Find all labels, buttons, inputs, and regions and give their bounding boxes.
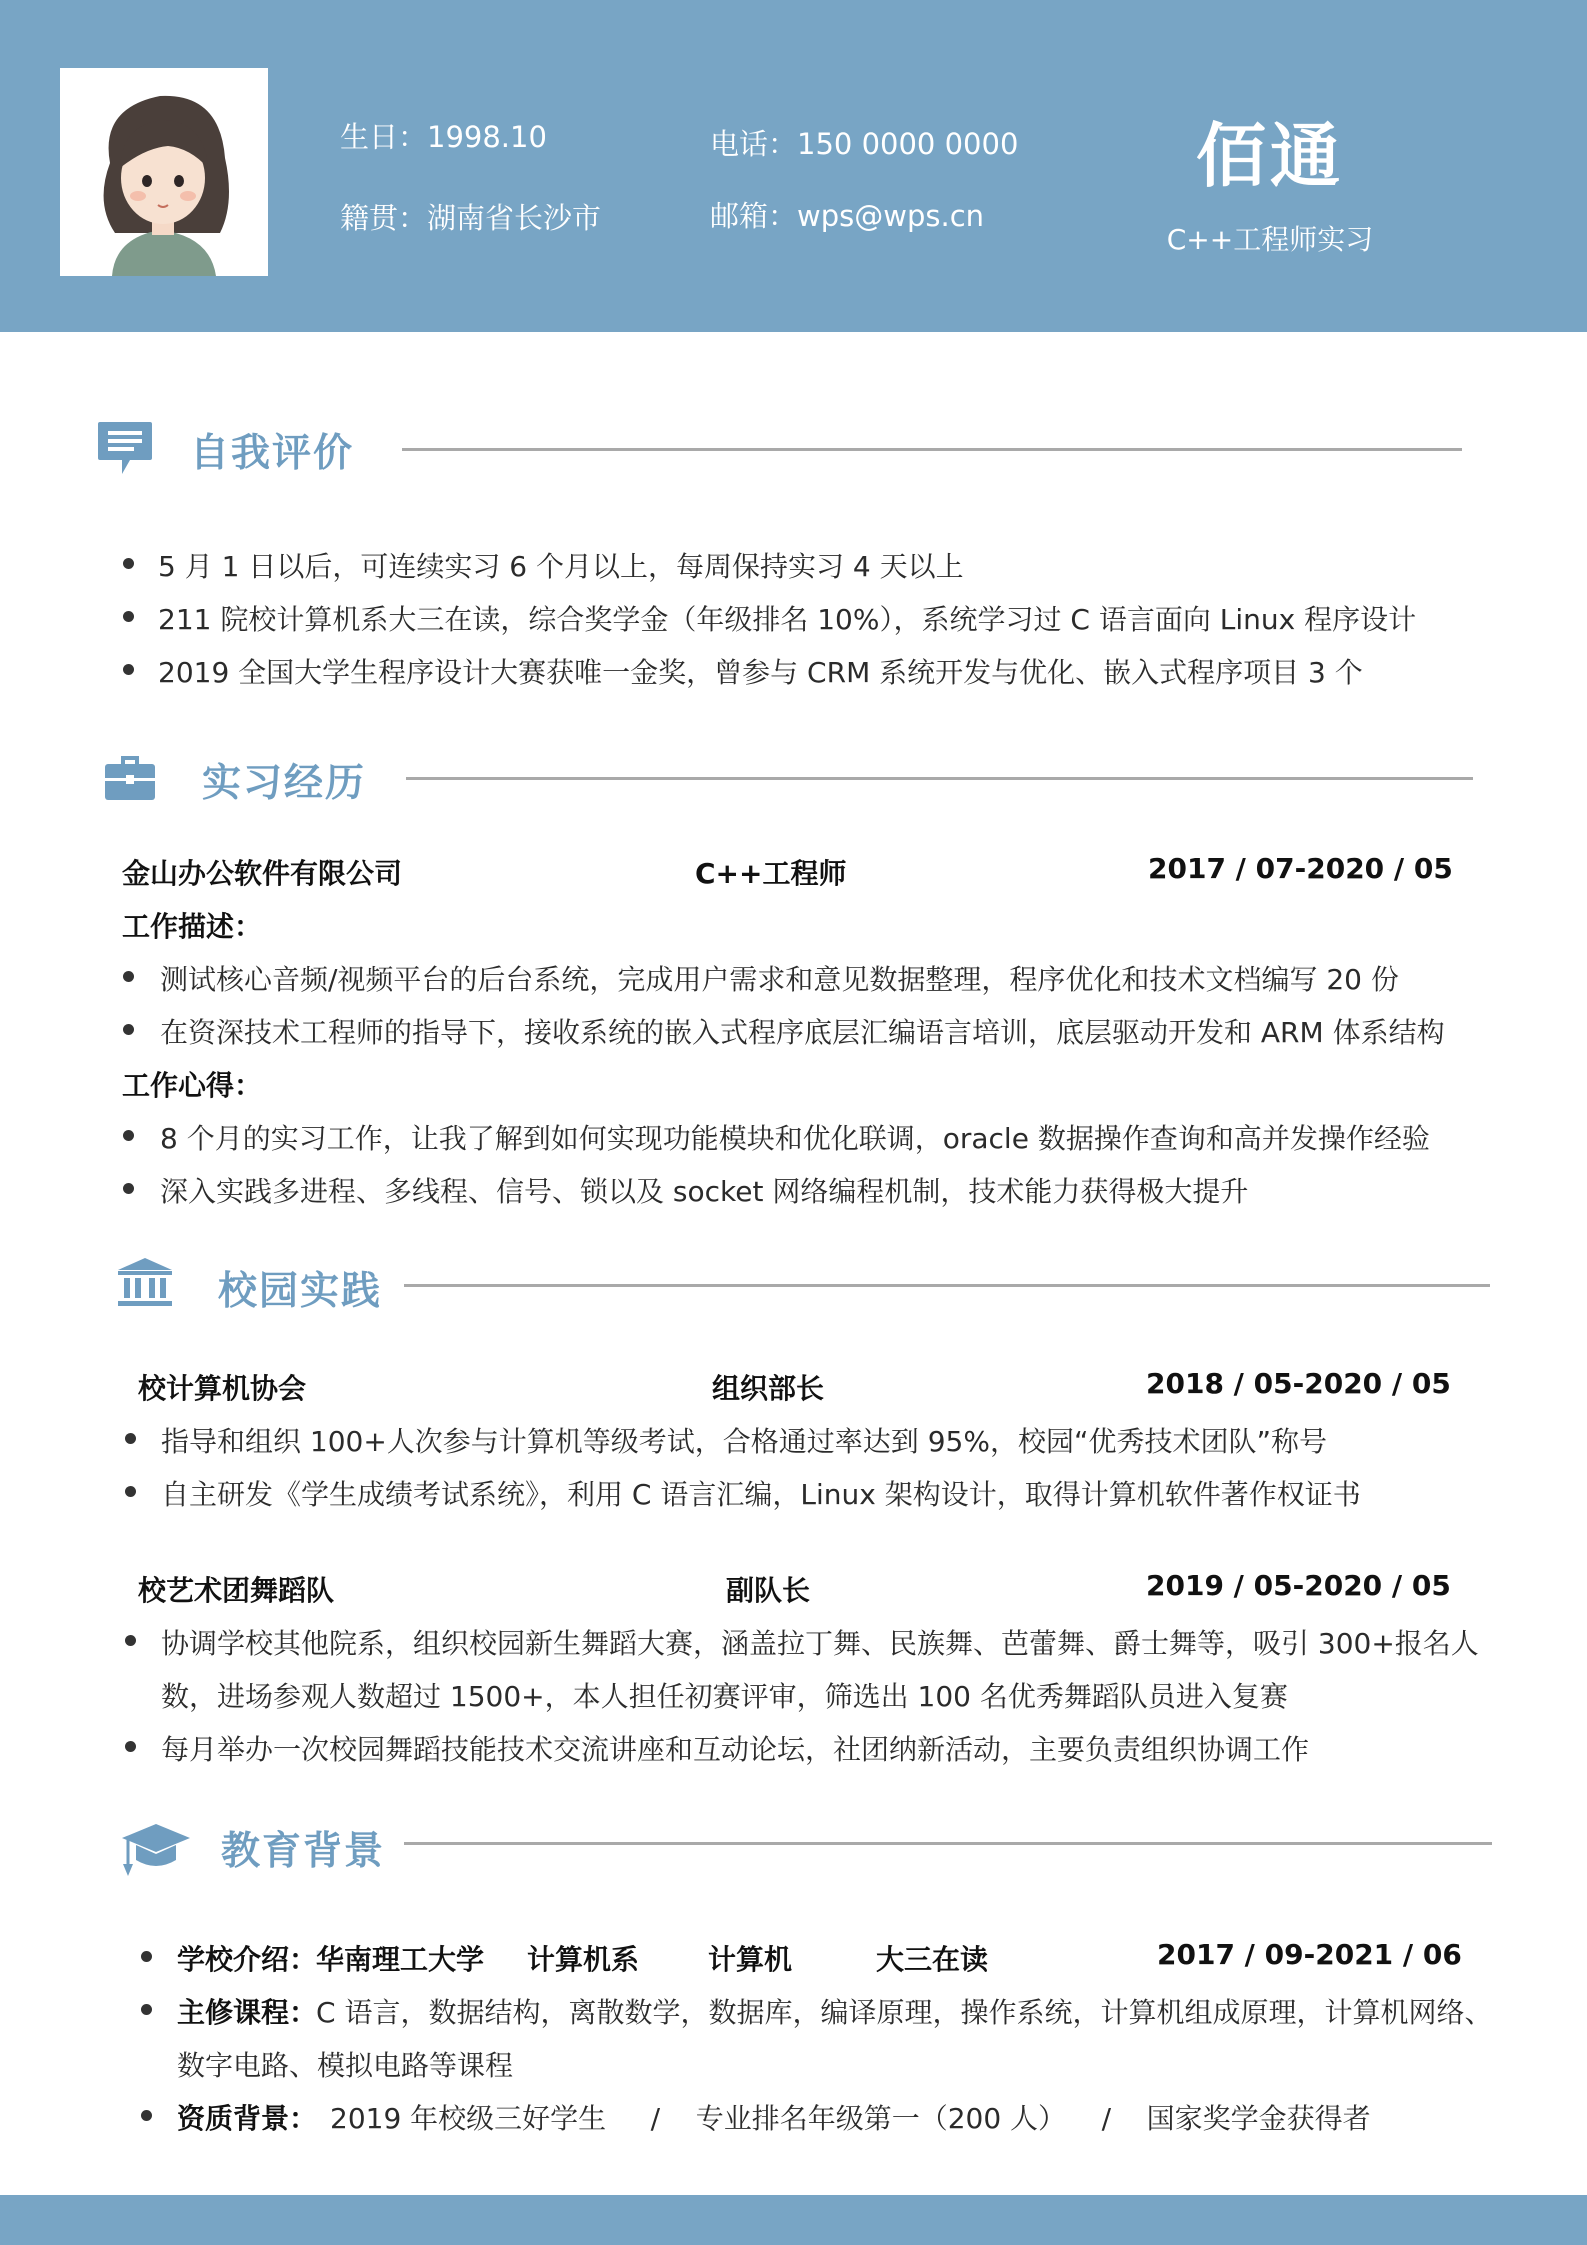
header-banner bbox=[0, 0, 1587, 332]
company-name: 金山办公软件有限公司 bbox=[122, 857, 403, 890]
section-title-campus: 校园实践 bbox=[218, 1269, 383, 1314]
section-divider bbox=[404, 1842, 1492, 1845]
section-divider bbox=[402, 448, 1462, 451]
phone: 电话：150 0000 0000 bbox=[710, 127, 1019, 161]
period: 2017 / 07-2020 / 05 bbox=[1148, 852, 1453, 885]
list-item-continued: 数，进场参观人数超过 1500+，本人担任初赛评审，筛选出 100 名优秀舞蹈队员进入复赛 bbox=[161, 1680, 1288, 1713]
school-name: 华南理工大学 bbox=[316, 1943, 485, 1976]
bullet bbox=[123, 558, 134, 569]
list-item: 每月举办一次校园舞蹈技能技术交流讲座和互动论坛，社团纳新活动，主要负责组织协调工作 bbox=[161, 1733, 1310, 1766]
study-status: 大三在读 bbox=[876, 1943, 989, 1976]
courses: C 语言，数据结构，离散数学，数据库，编译原理，操作系统，计算机组成原理，计算机网络、 bbox=[316, 1996, 1493, 2029]
bullet bbox=[123, 1183, 134, 1194]
graduation-cap-icon bbox=[120, 1820, 192, 1882]
department: 计算机系 bbox=[527, 1943, 640, 1976]
qualifications: 2019 年校级三好学生 / 专业排名年级第一（200 人） / 国家奖学金获得者 bbox=[330, 2102, 1371, 2135]
period: 2019 / 05-2020 / 05 bbox=[1146, 1569, 1451, 1602]
bullet bbox=[141, 2110, 152, 2121]
institution-icon bbox=[116, 1256, 174, 1312]
list-item: 指导和组织 100+人次参与计算机等级考试，合格通过率达到 95%，校园“优秀技术团队”称号 bbox=[161, 1425, 1327, 1458]
school-label: 学校介绍： bbox=[177, 1943, 318, 1976]
name: 佰通 bbox=[1196, 115, 1344, 197]
list-item: 211 院校计算机系大三在读，综合奖学金（年级排名 10%），系统学习过 C 语言面向 Linux 程序设计 bbox=[158, 603, 1417, 636]
list-item: 深入实践多进程、多线程、信号、锁以及 socket 网络编程机制，技术能力获得极大提升 bbox=[160, 1175, 1249, 1208]
bullet bbox=[123, 971, 134, 982]
bullet bbox=[123, 1130, 134, 1141]
job-position: C++工程师实习 bbox=[1166, 223, 1374, 256]
section-divider bbox=[406, 777, 1473, 780]
bullet bbox=[123, 1024, 134, 1035]
bullet bbox=[125, 1635, 136, 1646]
email: 邮箱：wps@wps.cn bbox=[710, 199, 985, 233]
section-divider bbox=[404, 1284, 1490, 1287]
chat-bubble-icon bbox=[96, 420, 154, 480]
briefcase-icon bbox=[103, 752, 157, 806]
org-role: 组织部长 bbox=[712, 1372, 825, 1405]
bullet bbox=[125, 1486, 136, 1497]
subheading-desc: 工作描述： bbox=[122, 910, 263, 943]
qualifications-label: 资质背景： bbox=[177, 2102, 318, 2135]
period: 2017 / 09-2021 / 06 bbox=[1157, 1938, 1462, 1971]
section-title-education: 教育背景 bbox=[221, 1829, 386, 1874]
hometown: 籍贯：湖南省长沙市 bbox=[340, 201, 602, 235]
bullet bbox=[123, 611, 134, 622]
bullet bbox=[125, 1433, 136, 1444]
job-role: C++工程师 bbox=[695, 857, 847, 890]
major: 计算机 bbox=[708, 1943, 793, 1976]
org-role: 副队长 bbox=[726, 1574, 811, 1607]
list-item: 自主研发《学生成绩考试系统》，利用 C 语言汇编，Linux 架构设计，取得计算机软件著作权证书 bbox=[161, 1478, 1361, 1511]
bullet bbox=[125, 1741, 136, 1752]
avatar bbox=[60, 68, 268, 276]
subheading-gain: 工作心得： bbox=[122, 1069, 263, 1102]
section-title-internship: 实习经历 bbox=[202, 761, 367, 806]
list-item: 2019 全国大学生程序设计大赛获唯一金奖，曾参与 CRM 系统开发与优化、嵌入式程序项目 3 个 bbox=[158, 656, 1363, 689]
period: 2018 / 05-2020 / 05 bbox=[1146, 1367, 1451, 1400]
courses-continued: 数字电路、模拟电路等课程 bbox=[177, 2049, 514, 2082]
courses-label: 主修课程： bbox=[177, 1996, 318, 2029]
list-item: 在资深技术工程师的指导下，接收系统的嵌入式程序底层汇编语言培训，底层驱动开发和 ARM 体系结构 bbox=[160, 1016, 1445, 1049]
footer-bar bbox=[0, 2195, 1587, 2245]
list-item: 测试核心音频/视频平台的后台系统，完成用户需求和意见数据整理，程序优化和技术文档编写 20 份 bbox=[160, 963, 1399, 996]
list-item: 8 个月的实习工作，让我了解到如何实现功能模块和优化联调，oracle 数据操作查询和高并发操作经验 bbox=[160, 1122, 1430, 1155]
org-name: 校艺术团舞蹈队 bbox=[138, 1574, 335, 1607]
birthday: 生日：1998.10 bbox=[340, 120, 547, 154]
bullet bbox=[141, 1951, 152, 1962]
bullet bbox=[141, 2004, 152, 2015]
list-item: 协调学校其他院系，组织校园新生舞蹈大赛，涵盖拉丁舞、民族舞、芭蕾舞、爵士舞等，吸引 300+报名人 bbox=[161, 1627, 1479, 1660]
org-name: 校计算机协会 bbox=[138, 1372, 307, 1405]
bullet bbox=[123, 664, 134, 675]
list-item: 5 月 1 日以后，可连续实习 6 个月以上，每周保持实习 4 天以上 bbox=[158, 550, 964, 583]
section-title-self-eval: 自我评价 bbox=[190, 431, 355, 476]
